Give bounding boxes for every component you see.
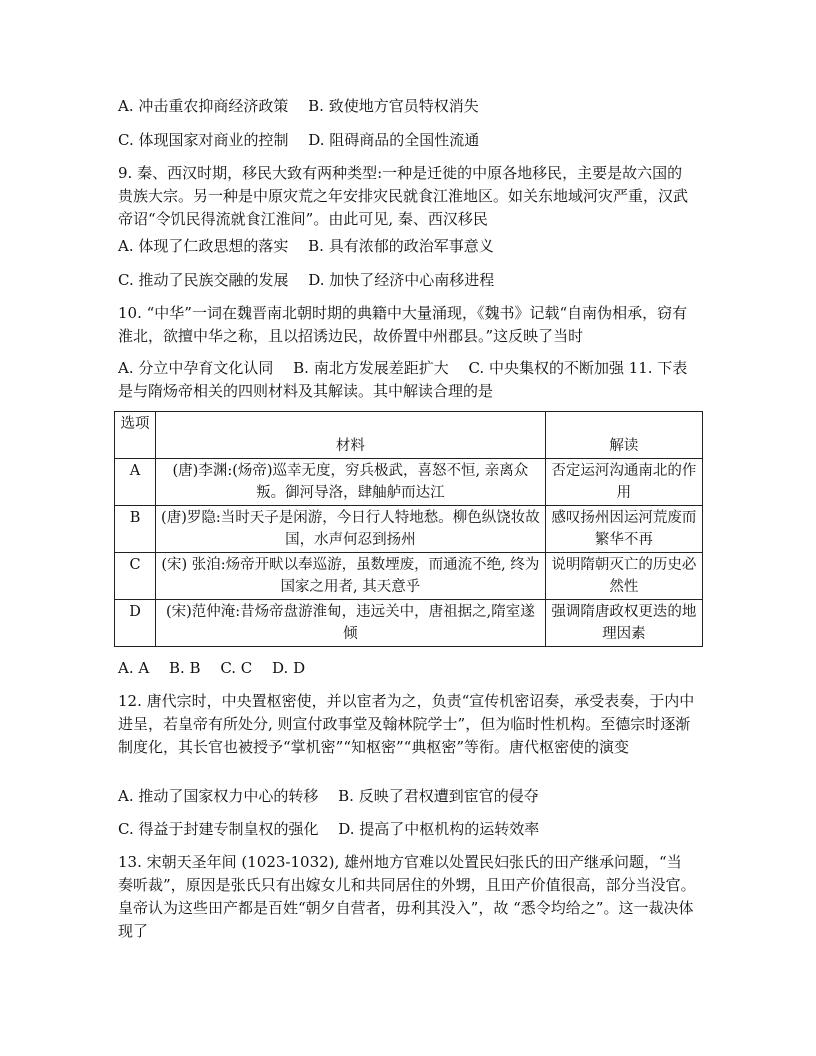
q11-answer-options: A. A B. B C. C D. D [118,659,306,677]
table-row [115,459,703,506]
q12-options-row2: C. 得益于封建专制皇权的强化 D. 提高了中枢机构的运转效率 [118,820,540,838]
q9-options-row2: C. 推动了民族交融的发展 D. 加快了经济中心南移进程 [118,271,495,289]
table-row [115,553,703,600]
q13-stem: 13. 宋朝天圣年间 (1023-1032), 雄州地方官难以处置民妇张氏的田产继承问题，“当奏听裁”，原因是张氏只有出嫁女儿和共同居住的外甥，且田产价值很高，部分当没官。皇帝认为这些田产都是百姓“朝夕自营者，毋利其没入”，故 “悉令均给之”。这一裁决体现了 [118,853,696,940]
q8-options-row2: C. 体现国家对商业的控制 D. 阻碍商品的全国性流通 [118,131,480,149]
q12-stem: 12. 唐代宗时，中央置枢密使，并以宦者为之，负责“宣传机密诏奏，承受表奏，于内中进呈，若皇帝有所处分, 则宣付政事堂及翰林院学士”，但为临时性机构。至德宗时逐渐制度化，其长官也被授予“掌机密”“知枢密”“典枢密”等衔。唐代枢密使的演变 [118,692,695,756]
row-interpretation: 否定运河沟通南北的作用 [545,459,702,506]
table-row [115,506,703,553]
row-interpretation: 感叹扬州因运河荒废而繁华不再 [545,506,702,553]
q10-stem: 10. “中华”一词在魏晋南北朝时期的典籍中大量涌现，《魏书》记载“自南伪相承，窃有淮北，欲擅中华之称，且以招诱边民，故侨置中州郡县。”这反映了当时 [118,304,688,345]
header-option: 选项 [115,412,156,459]
header-material: 材料 [156,412,546,459]
row-option: D [115,600,156,647]
table-row [115,600,703,647]
q10-options-q11-stem: A. 分立中孕育文化认同 B. 南北方发展差距扩大 C. 中央集权的不断加强 11. 下表是与隋炀帝相关的四则材料及其解读。其中解读合理的是 [118,359,688,400]
q9-options-row1: A. 体现了仁政思想的落实 B. 具有浓郁的政治军事意义 [118,237,494,255]
row-option: B [115,506,156,553]
table-header-row [115,412,703,459]
row-option: A [115,459,156,506]
row-material: (宋) 张洎:炀帝开畎以奉巡游，虽数堙废，而通流不绝, 终为国家之用者, 其天意乎 [156,553,546,600]
q11-material-table [114,411,703,647]
row-material: (唐)罗隐:当时天子是闲游，今日行人特地愁。柳色纵饶妆故国，水声何忍到扬州 [156,506,546,553]
row-interpretation: 说明隋朝灭亡的历史必然性 [545,553,702,600]
row-material: (唐)李渊:(炀帝)巡幸无度，穷兵极武，喜怒不恒, 亲离众叛。御河导洛，肆舳舻而达江 [156,459,546,506]
q9-stem: 9. 秦、西汉时期，移民大致有两种类型:一种是迁徙的中原各地移民，主要是故六国的贵族大宗。另一种是中原灾荒之年安排灾民就食江淮地区。如关东地域河灾严重，汉武帝诏“令饥民得流就食江淮间”。由此可见, 秦、西汉移民 [118,164,689,228]
q8-options-row1: A. 冲击重农抑商经济政策 B. 致使地方官员特权消失 [118,97,479,115]
row-material: (宋)范仲淹:昔炀帝盘游淮甸，违远关中，唐祖据之,隋室遂倾 [156,600,546,647]
row-interpretation: 强调隋唐政权更迭的地理因素 [545,600,702,647]
q12-options-row1: A. 推动了国家权力中心的转移 B. 反映了君权遭到宦官的侵夺 [118,787,539,805]
row-option: C [115,553,156,600]
header-interpretation: 解读 [545,412,702,459]
